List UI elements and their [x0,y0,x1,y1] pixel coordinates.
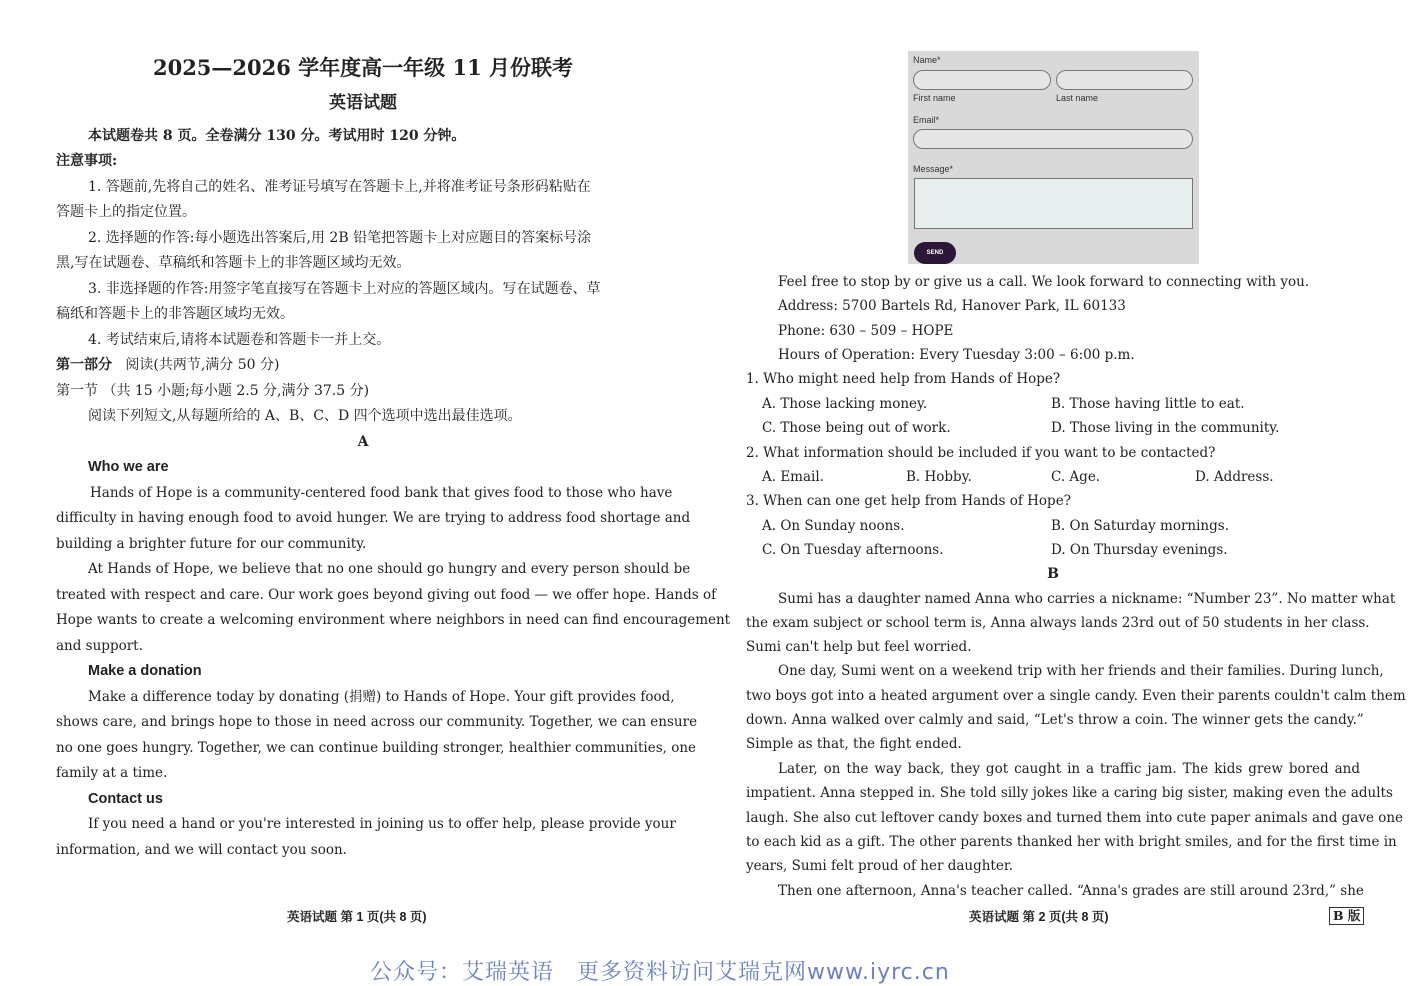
section-one-heading: 第一节 （共 15 小题;每小题 2.5 分,满分 37.5 分) [56,383,370,399]
notice-1b: 答题卡上的指定位置。 [56,204,196,220]
last-name-input[interactable] [1056,70,1193,90]
paragraph-line: Hands of Hope is a community-centered food bank that gives food to those who have [90,485,673,501]
paragraph-line: and support. [56,638,143,654]
heading-who-we-are: Who we are [88,459,169,475]
notice-3a: 3. 非选择题的作答:用签字笔直接写在答题卡上对应的答题区域内。写在试题卷、草 [88,281,601,297]
notice-2b: 黑,写在试题卷、草稿纸和答题卡上的非答题区域均无效。 [56,255,411,271]
hours-line: Hours of Operation: Every Tuesday 3:00 – 6:00 p.m. [778,347,1135,363]
part-one-label: 第一部分 [56,357,112,373]
heading-contact-us: Contact us [88,791,163,807]
paragraph-line: At Hands of Hope, we believe that no one should go hungry and every person should be [88,561,691,577]
paragraph-line: Sumi has a daughter named Anna who carries a nickname: “Number 23”. No matter what [778,591,1396,607]
message-label: Message* [913,164,954,174]
heading-make-donation: Make a donation [88,663,202,679]
option-3a: A. On Sunday noons. [762,518,905,534]
option-1c: C. Those being out of work. [762,420,951,436]
notice-4: 4. 考试结束后,请将本试题卷和答题卡一并上交。 [88,332,391,348]
paragraph-line: down. Anna walked over calmly and said, “Let's throw a coin. The winner gets the candy.” [746,712,1364,728]
part-one-detail: 阅读(共两节,满分 50 分) [125,357,280,373]
paragraph-line: to each kid as a gift. The other parents thanked her with bright smiles, and for the first time in [746,834,1397,850]
paragraph-line: Then one afternoon, Anna's teacher called. “Anna's grades are still around 23rd,” she [778,883,1364,899]
paragraph-line: If you need a hand or you're interested in joining us to offer help, please provide your [88,816,676,832]
first-name-input[interactable] [913,70,1051,90]
first-name-label: First name [913,93,956,103]
footer-page-1: 英语试题 第 1 页(共 8 页) [287,910,427,924]
question-2: 2. What information should be included if you want to be contacted? [746,445,1216,461]
notice-3b: 稿纸和答题卡上的非答题区域均无效。 [56,306,294,322]
option-3c: C. On Tuesday afternoons. [762,542,944,558]
paragraph-line: One day, Sumi went on a weekend trip with her friends and their families. During lunch, [778,663,1384,679]
question-3: 3. When can one get help from Hands of Hope? [746,493,1071,509]
contact-form [908,51,1199,264]
notice-1a: 1. 答题前,先将自己的姓名、准考证号填写在答题卡上,并将准考证号条形码粘贴在 [88,179,591,195]
watermark: 公众号：艾瑞英语 更多资料访问艾瑞克网www.iyrc.cn [370,960,950,985]
paragraph-line: family at a time. [56,765,168,781]
paragraph-line: building a brighter future for our community. [56,536,367,552]
paragraph-line: two boys got into a heated argument over a single candy. Even their parents couldn't calm them [746,688,1406,704]
notice-2a: 2. 选择题的作答:每小题选出答案后,用 2B 铅笔把答题卡上对应题目的答案标号涂 [88,230,592,246]
paragraph-line: Hope wants to create a welcoming environment where neighbors in need can find encouragement [56,612,731,628]
question-1: 1. Who might need help from Hands of Hope? [746,371,1061,387]
email-input[interactable] [913,129,1193,149]
paragraph-line: Sumi can't help but feel worried. [746,639,972,655]
paragraph-line: impatient. Anna stepped in. She told silly jokes like a caring big sister, making even the adults [746,785,1393,801]
option-3d: D. On Thursday evenings. [1051,542,1228,558]
footer-page-2: 英语试题 第 2 页(共 8 页) [969,910,1109,924]
page-subtitle: 英语试题 [329,93,397,113]
intro-line: 本试题卷共 8 页。全卷满分 130 分。考试用时 120 分钟。 [88,128,466,144]
send-button[interactable]: SEND [914,242,956,264]
option-2d: D. Address. [1195,469,1274,485]
option-1d: D. Those living in the community. [1051,420,1280,436]
passage-a-label: A [357,434,369,450]
option-3b: B. On Saturday mornings. [1051,518,1229,534]
part-one-heading [56,355,279,375]
option-2b: B. Hobby. [906,469,972,485]
paragraph-line: treated with respect and care. Our work goes beyond giving out food — we offer hope. Hands of [56,587,717,603]
paragraph-line: Later, on the way back, they got caught in a traffic jam. The kids grew bored and [778,761,1360,777]
paragraph-line: difficulty in having enough food to avoid hunger. We are trying to address food shortage and [56,510,691,526]
address-line: Address: 5700 Bartels Rd, Hanover Park, IL 60133 [778,298,1126,314]
instruction-line: 阅读下列短文,从每题所给的 A、B、C、D 四个选项中选出最佳选项。 [88,408,522,424]
paragraph-line: information, and we will contact you soon. [56,842,347,858]
option-2c: C. Age. [1051,469,1101,485]
name-label: Name* [913,55,941,65]
option-1b: B. Those having little to eat. [1051,396,1245,412]
paragraph-line: the exam subject or school term is, Anna always lands 23rd out of 50 students in her class. [746,615,1370,631]
paragraph-line: Simple as that, the fight ended. [746,736,962,752]
last-name-label: Last name [1056,93,1099,103]
page-title: 2025—2026 学年度高一年级 11 月份联考 [152,55,574,80]
version-badge: B 版 [1329,907,1364,925]
paragraph-line: Make a difference today by donating (捐赠) to Hands of Hope. Your gift provides food, [88,689,675,705]
passage-b-label: B [1047,566,1059,582]
paragraph-line: laugh. She also cut leftover candy boxes and turned them into cute paper animals and gave one [746,810,1404,826]
message-textarea[interactable] [914,178,1193,229]
option-1a: A. Those lacking money. [762,396,928,412]
email-label: Email* [913,115,940,125]
paragraph-line: no one goes hungry. Together, we can continue building stronger, healthier communities, one [56,740,697,756]
contact-line: Feel free to stop by or give us a call. We look forward to connecting with you. [778,274,1310,290]
paragraph-line: shows care, and brings hope to those in need across our community. Together, we can ensure [56,714,698,730]
option-2a: A. Email. [762,469,824,485]
notice-heading: 注意事项: [56,153,118,169]
phone-line: Phone: 630 – 509 – HOPE [778,323,954,339]
paragraph-line: years, Sumi felt proud of her daughter. [746,858,1014,874]
